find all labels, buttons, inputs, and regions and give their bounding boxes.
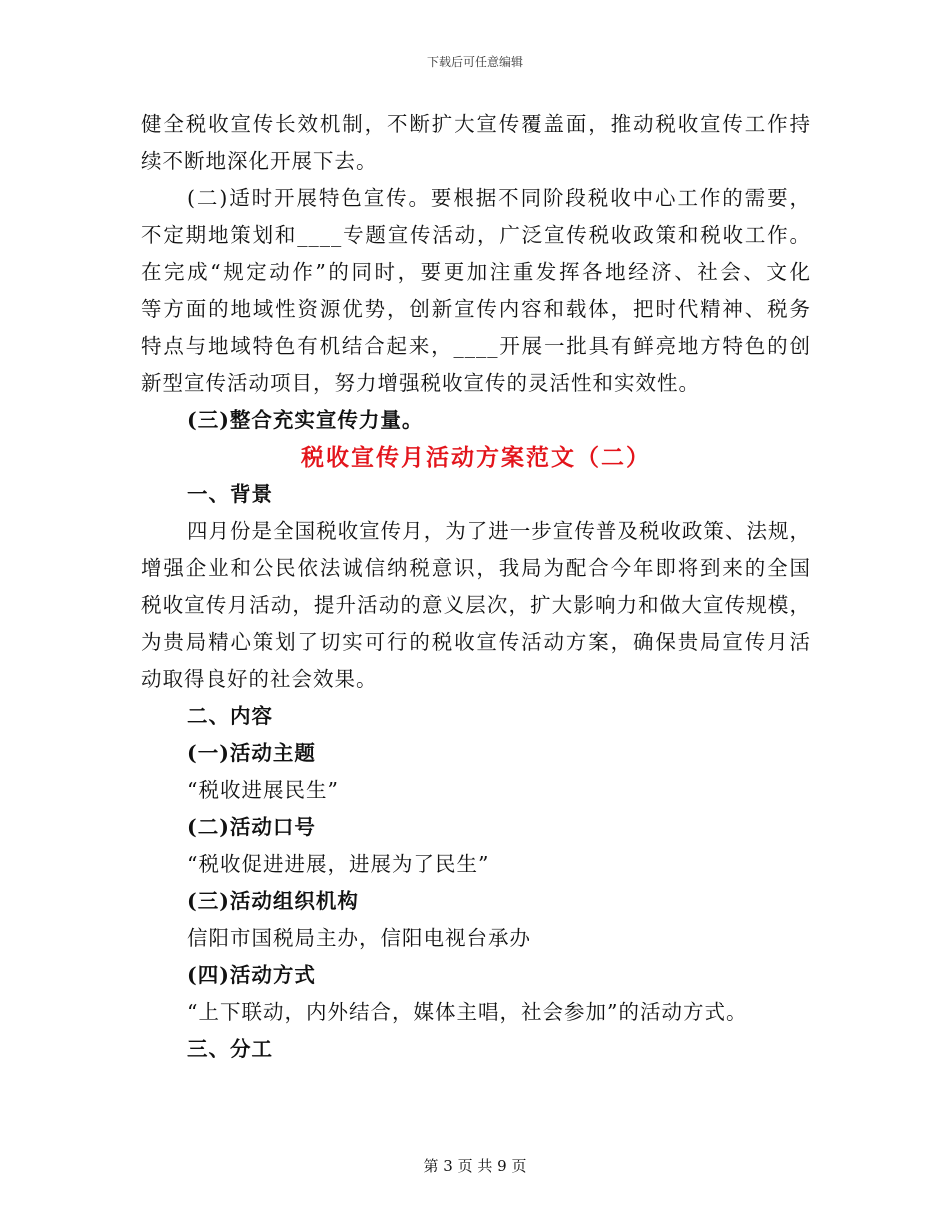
- paragraph-line: 动取得良好的社会效果。: [141, 667, 378, 691]
- subheading-slogan: (二)活动口号: [187, 815, 316, 839]
- paragraph-line: 在完成“规定动作”的同时，要更加注重发挥各地经济、社会、文化: [141, 260, 811, 284]
- subheading-method: (四)活动方式: [187, 963, 316, 987]
- paragraph-line: 增强企业和公民依法诚信纳税意识，我局为配合今年即将到来的全国: [141, 556, 811, 580]
- page-footer: 第 3 页 共 9 页: [423, 1157, 527, 1175]
- slogan-text: “税收促进进展，进展为了民生”: [187, 852, 490, 876]
- heading-division: 三、分工: [187, 1037, 273, 1061]
- paragraph-line: (二)适时开展特色宣传。要根据不同阶段税收中心工作的需要，: [187, 186, 811, 210]
- paragraph-line: 为贵局精心策划了切实可行的税收宣传活动方案，确保贵局宣传月活: [141, 630, 811, 654]
- subheading-theme: (一)活动主题: [187, 741, 316, 765]
- paragraph-line: 税收宣传月活动，提升活动的意义层次，扩大影响力和做大宣传规模，: [141, 593, 811, 617]
- heading-content: 二、内容: [187, 704, 273, 728]
- paragraph-line: 新型宣传活动项目，努力增强税收宣传的灵活性和实效性。: [141, 371, 700, 395]
- page-header: 下载后可任意编辑: [426, 55, 523, 69]
- subheading-organization: (三)活动组织机构: [187, 889, 359, 913]
- heading-background: 一、背景: [187, 482, 273, 506]
- document-body: [141, 106, 811, 1068]
- method-text: “上下联动，内外结合，媒体主唱，社会参加”的活动方式。: [187, 1000, 748, 1024]
- subheading: (三)整合充实宣传力量。: [187, 408, 424, 432]
- paragraph-line: 健全税收宣传长效机制，不断扩大宣传覆盖面，推动税收宣传工作持: [141, 112, 811, 136]
- paragraph-line: 四月份是全国税收宣传月，为了进一步宣传普及税收政策、法规，: [187, 519, 811, 543]
- paragraph-line: 等方面的地域性资源优势，创新宣传内容和载体，把时代精神、税务: [141, 297, 811, 321]
- section-title: 税收宣传月活动方案范文（二）: [301, 444, 651, 471]
- theme-text: “税收进展民生”: [187, 778, 339, 802]
- paragraph-line: 不定期地策划和____专题宣传活动，广泛宣传税收政策和税收工作。: [141, 223, 811, 247]
- paragraph-line: 续不断地深化开展下去。: [141, 149, 378, 173]
- organization-text: 信阳市国税局主办，信阳电视台承办: [187, 926, 531, 950]
- paragraph-line: 特点与地域特色有机结合起来，____开展一批具有鲜亮地方特色的创: [141, 334, 811, 358]
